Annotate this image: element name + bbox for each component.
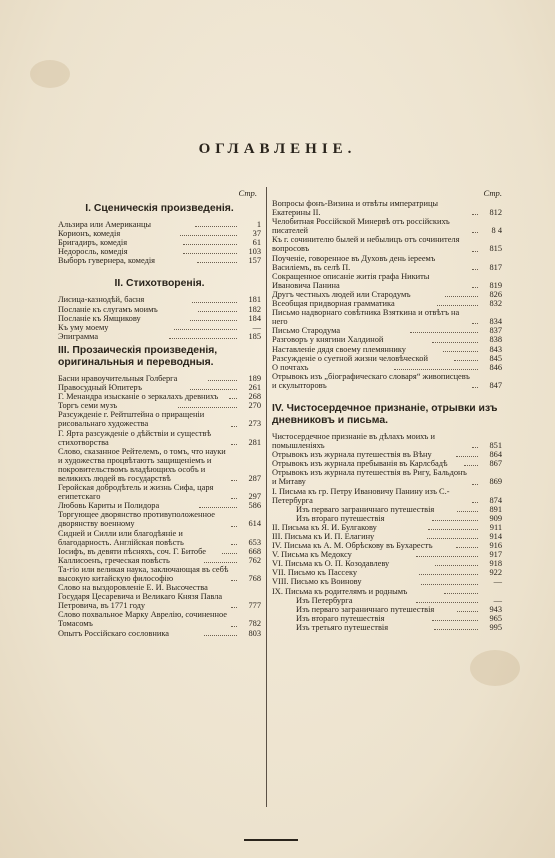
dot-leader [421,584,478,585]
dot-leader [183,244,237,245]
toc-entry-title: Изъ перваго заграничнаго путешествія [296,504,435,514]
dot-leader [231,626,237,627]
toc-entry-page: 911 [489,522,503,532]
toc-entry-title: Отрывокъ изъ журнала пребыванія въ Карлсбадѣ [272,459,448,469]
toc-entry-page: 834 [489,317,502,327]
toc-entry[interactable] [272,505,502,514]
toc-entry-title: IV. Письма къ А. М. Обрѣскову въ Бухарестъ [272,541,433,551]
dot-leader [472,323,478,324]
toc-entry-page: 916 [489,541,503,551]
toc-entry-page: 762 [248,555,262,565]
toc-entry[interactable] [58,510,261,528]
dot-leader [434,629,478,630]
toc-entry-title: Каллисоенъ, греческая повѣсть [58,555,170,565]
toc-entry[interactable] [58,547,261,556]
toc-entry-page: 189 [248,373,261,383]
toc-entry-title: VI. Письма къ О. П. Козодавлеву [272,559,390,569]
toc-entry-page: 653 [248,537,261,547]
toc-entry-title: Наставленіе дядя своему племяннику [272,344,406,354]
dot-leader [456,456,478,457]
toc-entry-page: — [493,577,502,587]
dot-leader [199,507,237,508]
dot-leader [416,602,478,603]
toc-entry-page: 832 [489,299,503,309]
toc-entry-page: 768 [248,574,261,583]
toc-entry-page: 812 [489,208,502,218]
toc-entry[interactable] [272,299,502,308]
toc-entry[interactable] [272,487,502,505]
toc-entry-title: I. Письма къ гр. Петру Ивановичу Панину изъ С.-Петербурга [272,486,450,505]
toc-entry-page: 817 [489,262,502,272]
toc-entry-page: 184 [248,313,261,323]
dot-leader [432,620,478,621]
dot-leader [457,511,478,512]
toc-entry-title: VII. Письмо къ Пассеку [272,568,358,578]
dot-leader [472,502,478,503]
toc-entry[interactable] [58,229,261,238]
toc-entry-title: Г. Ярта разсужденіе о дѣйствіи и существѣ стихотворства [58,428,212,447]
toc-entry[interactable] [272,254,502,272]
toc-entry-page: 909 [489,513,502,523]
toc-entry-title: VIII. Письмо къ Воинову [272,577,362,587]
toc-entry-page: 917 [489,550,503,560]
dot-leader [472,287,478,288]
toc-entry-title: Посланіе къ слугамъ моимъ [58,304,158,314]
section-gap [272,390,502,399]
dot-leader [445,296,478,297]
toc-entry[interactable] [272,596,502,605]
dot-leader [198,311,237,312]
toc-entry[interactable] [58,447,261,483]
toc-entry[interactable] [58,392,261,401]
toc-entry-page: 838 [489,335,502,345]
toc-entry-title: Письмо надворнаго совѣтника Взяткина и отвѣтъ на него [272,308,460,327]
section-heading: III. Прозаическія произведенія, оригинальныя и переводныя. [58,344,218,368]
toc-entry[interactable] [272,623,502,632]
toc-entry-page: 1 [256,220,261,229]
section-heading: I. Сценическія произведенія. [85,203,234,214]
dot-leader [231,426,237,427]
toc-entry-title: II. Письма къ Я. И. Булгакову [272,522,377,532]
toc-right-column [272,187,502,632]
section-heading: II. Стихотворенія. [114,278,205,290]
toc-entry[interactable] [58,220,261,229]
toc-entry-title: Посланіе къ Ямщикову [58,313,141,323]
toc-entry[interactable] [58,374,261,383]
toc-entry[interactable] [272,559,502,568]
toc-entry-page: 914 [489,532,502,541]
dot-leader [472,447,478,448]
dot-leader [432,342,478,343]
dot-leader [190,389,237,390]
dot-leader [472,387,478,388]
toc-entry-page: 819 [489,280,502,290]
dot-leader [472,484,478,485]
toc-entry[interactable] [272,450,502,459]
toc-entry-title: Отрывокъ изъ журнала путешествія въ Вѣну [272,450,432,460]
dot-leader [410,332,478,333]
column-divider [266,187,267,807]
toc-entry-title: Слово похвальное Марку Аврелію, сочиненное Томасомъ [58,610,227,629]
toc-entry-page: 869 [489,477,502,487]
toc-entry-title: Торгующее дворянство противуположенное дворянству военному [58,510,215,529]
toc-entry-page: 586 [248,501,261,511]
page-column-header: Стр. [238,188,257,198]
toc-entry[interactable] [58,529,261,547]
toc-entry[interactable] [272,345,502,354]
toc-entry[interactable] [272,432,502,450]
toc-entry-page: 8 4 [491,226,502,236]
toc-entry-page: 281 [248,437,261,447]
toc-entry[interactable] [58,256,261,265]
dot-leader [231,444,237,445]
dot-leader [472,269,478,270]
toc-entry-page: 157 [248,256,262,266]
toc-entry-title: V. Письма къ Медоксу [272,550,352,560]
toc-entry[interactable] [58,401,261,410]
toc-entry[interactable] [272,290,502,299]
toc-entry-page: 846 [489,362,502,372]
toc-entry-page: 782 [248,619,261,629]
toc-entry[interactable] [58,429,261,447]
toc-entry-title: IX. Письма къ родителямъ и роднымъ [272,586,408,596]
toc-entry-title: Другъ честныхъ людей или Стародумъ [272,289,411,299]
toc-entry-title: Поученіе, говоренное въ Духовъ день іереемъ Василіемъ, въ селѣ П. [272,253,436,272]
toc-entry-title: Недоросль, комедія [58,247,128,257]
toc-entry-page: 995 [489,622,503,632]
section-heading: IV. Чистосердечное признаніе, отрывки изъ дневниковъ и письма. [272,402,498,426]
toc-entry[interactable] [58,238,261,247]
dot-leader [435,565,478,566]
toc-entry-title: Сидней и Силли или благодѣяніе и благодарность. Англійская повѣсть [58,528,184,547]
toc-entry-title: Изъ третьяго путешествія [296,622,389,632]
dot-leader [428,529,478,530]
end-rule [244,839,298,841]
dot-leader [444,593,478,594]
toc-entry-title: Эпиграмма [58,331,99,341]
toc-entry-title: Изъ перваго заграничнаго путешествія [296,604,435,614]
toc-entry[interactable] [272,363,502,372]
toc-entry-page: 287 [248,473,261,483]
toc-entry-title: Та-гіо или великая наука, заключающая въ себѣ высокую китайскую философію [58,564,229,583]
toc-entry[interactable] [272,199,502,217]
dot-leader [427,538,478,539]
dot-leader [183,253,237,254]
toc-entry[interactable] [272,614,502,623]
dot-leader [231,480,237,481]
toc-entry[interactable] [272,577,502,586]
toc-entry-title: Всеобщая придворная грамматика [272,299,395,309]
toc-entry[interactable] [272,335,502,344]
toc-entry-title: Письмо Стародума [272,326,341,336]
toc-entry-title: Выборъ гувернера, комедія [58,256,156,266]
toc-entry-title: Отрывокъ изъ „біографическаго словаря“ живописцевъ и скульпторовъ [272,371,470,390]
page-column-header: Стр. [483,188,502,198]
toc-entry[interactable] [58,610,261,628]
toc-entry[interactable] [272,459,502,468]
toc-entry-title: Любовь Кариты и Полидора [58,501,160,511]
toc-entry-page: 826 [489,289,502,299]
dot-leader [208,380,237,381]
toc-entry-page: 270 [248,401,261,411]
toc-entry[interactable] [272,272,502,290]
toc-entry-page: 867 [489,459,503,469]
toc-entry-page: 815 [489,244,502,254]
dot-leader [432,520,478,521]
toc-entry-page: 61 [252,238,262,248]
dot-leader [472,232,478,233]
dot-leader [456,547,478,548]
toc-entry[interactable] [58,501,261,510]
dot-leader [174,329,237,330]
dot-leader [454,360,478,361]
toc-entry-title: Опытъ Россійскаго сословника [58,628,169,638]
dot-leader [419,574,478,575]
dot-leader [464,465,478,466]
toc-entry-title: Іосифъ, въ девяти пѣсняхъ, соч. Г. Битобе [58,546,206,556]
toc-entry-page: 103 [248,247,262,257]
dot-leader [231,526,237,527]
toc-entry[interactable] [58,323,261,332]
toc-entry-page: 943 [489,604,502,614]
dot-leader [231,607,237,608]
toc-entry-title: Геройская добродѣтель и жизнь Сифа, царя египетскаго [58,483,214,502]
toc-entry-title: Правосудный Юпитеръ [58,383,142,393]
toc-entry-page: — [493,595,502,605]
toc-entry-page: — [252,322,261,332]
dot-leader [169,338,237,339]
dot-leader [231,544,237,545]
page-title: ОГЛАВЛЕНІЕ. [198,141,357,157]
toc-entry-title: Изъ Петербурга [296,595,353,605]
toc-entry-page: 297 [248,492,261,502]
toc-entry-page: 851 [489,441,502,451]
toc-entry-page: 614 [248,519,261,529]
toc-entry-title: Разсужденіе г. Рейтштейна о приращеніи рисовальнаго художества [58,410,205,429]
dot-leader [443,351,478,352]
toc-entry-page: 874 [489,495,502,505]
toc-entry-page: 922 [489,568,502,578]
toc-entry[interactable] [58,247,261,256]
toc-entry-page: 182 [248,304,262,314]
toc-entry[interactable] [272,541,502,550]
toc-entry-title: Къ г. сочинителю былей и небылицъ отъ сочинителя вопросовъ [272,235,460,254]
toc-entry[interactable] [272,326,502,335]
toc-entry-title: Изъ втораго путешествія [296,613,385,623]
toc-entry-page: 37 [252,229,262,239]
dot-leader [472,214,478,215]
toc-entry[interactable] [58,295,261,304]
dot-leader [178,407,237,408]
toc-entry[interactable] [272,372,502,390]
dot-leader [231,580,237,581]
toc-entry[interactable] [272,235,502,253]
paper-stain [30,60,70,88]
toc-left-column [58,187,261,638]
toc-entry[interactable] [58,383,261,392]
toc-entry[interactable] [58,410,261,428]
toc-entry-page: 847 [489,380,502,390]
toc-entry-page: 185 [248,331,261,341]
toc-entry[interactable] [272,568,502,577]
toc-entry-title: Г. Менандра изысканіе о зеркалахъ древнихъ [58,392,219,402]
toc-entry-title: Лисица-казнодѣй, басня [58,295,145,305]
toc-entry-page: 803 [248,628,261,638]
toc-entry-page: 891 [489,504,502,514]
toc-entry-title: Слово на выздоровленіе Е. И. Высочества Государя Цесаревича и Великаго Князя Павла Петровича, въ 1771 году [58,583,223,611]
dot-leader [457,611,478,612]
toc-entry-page: 261 [248,383,261,393]
toc-entry-title: Отрывокъ изъ журнала путешествія въ Ригу, Бальдонъ и Митаву [272,468,467,487]
toc-entry[interactable] [272,523,502,532]
toc-entry[interactable] [58,629,261,638]
toc-entry-title: Басни нравоучительныя Голберга [58,373,178,383]
toc-entry[interactable] [58,314,261,323]
dot-leader [472,251,478,252]
toc-entry[interactable] [58,305,261,314]
toc-entry-page: 181 [248,295,262,305]
dot-leader [204,562,237,563]
toc-entry-page: 777 [248,601,261,611]
toc-entry-page: 843 [489,344,502,354]
dot-leader [197,262,237,263]
dot-leader [231,498,237,499]
toc-entry-page: 268 [248,392,262,402]
paper-stain [470,650,520,686]
toc-entry-title: Сокращенное описаніе житія графа Никиты Ивановича Панина [272,271,430,290]
dot-leader [394,369,478,370]
toc-entry[interactable] [272,605,502,614]
dot-leader [437,305,478,306]
toc-entry[interactable] [272,354,502,363]
toc-entry[interactable] [58,332,261,341]
toc-entry[interactable] [272,468,502,486]
toc-entry[interactable] [58,583,261,610]
toc-entry-title: Изъ втораго путешествія [296,513,385,523]
dot-leader [222,553,237,554]
toc-entry[interactable] [272,550,502,559]
dot-leader [180,235,237,236]
dot-leader [229,398,237,399]
toc-entry-title: Бригадиръ, комедія [58,238,128,248]
toc-entry-title: Альзира или Американцы [58,220,152,229]
toc-entry[interactable] [58,483,261,501]
toc-entry[interactable] [58,565,261,583]
toc-entry-title: Слово, сказанное Рейтелемъ, о томъ, что науки и художества процвѣтаютъ защищеніемъ и покровительствомъ владѣющихъ особъ и великихъ людей въ государствѣ [58,446,226,483]
toc-entry-page: 918 [489,559,502,569]
toc-entry[interactable] [272,532,502,541]
toc-entry[interactable] [272,514,502,523]
toc-entry-title: Корионъ, комедія [58,229,121,239]
toc-entry[interactable] [272,308,502,326]
toc-entry-title: Чистосердечное признаніе въ дѣлахъ моихъ и помышленіяхъ [272,431,435,451]
toc-entry-title: Къ уму моему [58,322,109,332]
toc-entry-title: Челобитная Россійской Минервѣ отъ россійскихъ писателей [272,217,450,236]
toc-entry[interactable] [272,587,502,596]
toc-entry-page: 837 [489,326,503,336]
dot-leader [192,302,237,303]
dot-leader [190,320,237,321]
toc-entry-page: 668 [248,546,262,556]
toc-entry-title: Вопросы фонъ-Визина и отвѣты императрицы Екатерины II. [272,199,439,218]
toc-entry-title: О почтахъ [272,362,309,372]
toc-entry[interactable] [58,556,261,565]
dot-leader [416,556,478,557]
toc-entry-title: Разговоръ у княгини Халдиной [272,335,384,345]
toc-entry[interactable] [272,217,502,235]
toc-entry-page: 273 [248,419,261,429]
toc-entry-page: 864 [489,450,503,460]
dot-leader [195,226,237,227]
toc-entry-page: 965 [489,613,502,623]
toc-entry-title: Разсужденіе о суетной жизни человѣческой [272,353,428,363]
toc-entry-title: III. Письма къ И. П. Елагину [272,532,375,541]
dot-leader [204,635,237,636]
toc-entry-title: Торгъ семи музъ [58,401,118,411]
section-gap [58,265,261,274]
toc-entry-page: 845 [489,353,503,363]
